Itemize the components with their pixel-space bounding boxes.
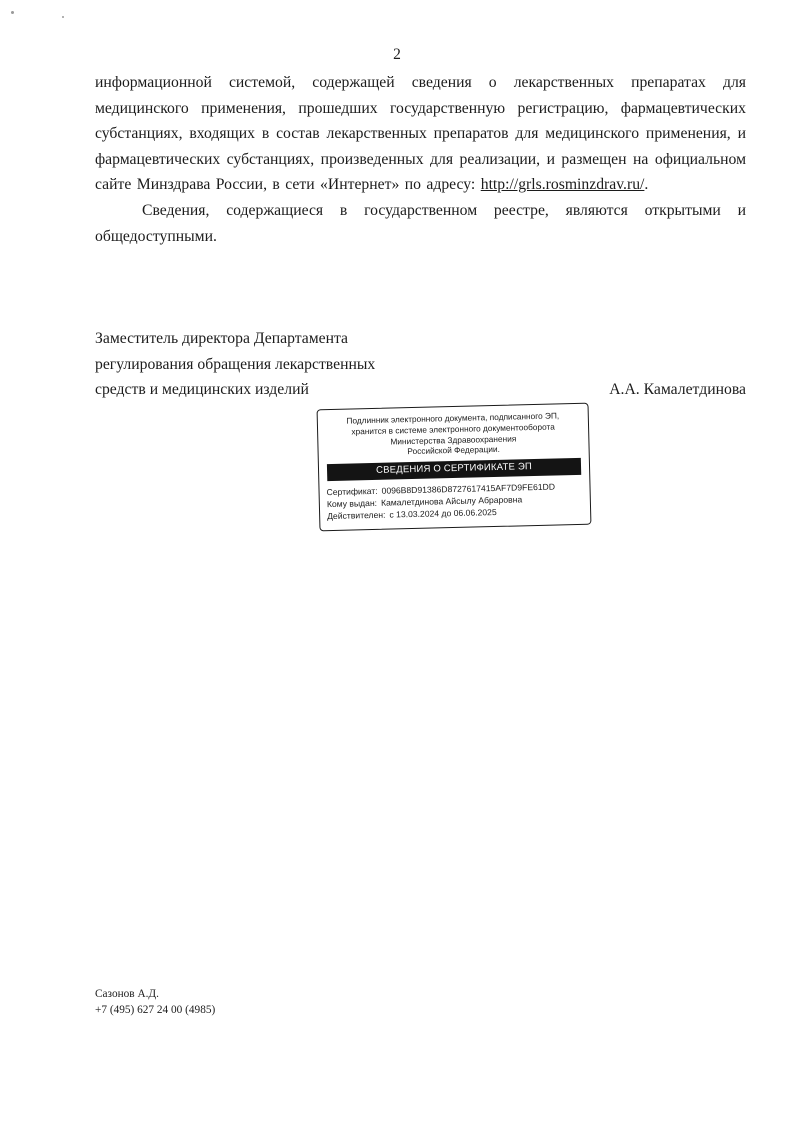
signature-name: А.А. Камалетдинова	[609, 381, 746, 399]
esignature-stamp	[317, 403, 592, 532]
issued-label: Кому выдан:	[326, 497, 378, 510]
executor-name: Сазонов А.Д.	[95, 988, 159, 1000]
body-paragraph-1	[95, 70, 746, 198]
valid-label: Действителен:	[327, 510, 386, 522]
stamp-header-line: хранится в системе электронного документооборота	[351, 421, 555, 437]
page-number: 2	[393, 46, 401, 63]
stamp-header	[325, 410, 582, 459]
certificate-value: 0096B8D91386D8727617415AF7D9FE61DD	[381, 481, 556, 496]
stamp-header-line: Подлинник электронного документа, подписанного ЭП,	[346, 410, 560, 426]
scan-artifact	[62, 16, 64, 18]
scan-artifact	[11, 11, 14, 14]
document-body	[95, 70, 746, 249]
valid-value: с 13.03.2024 до 06.06.2025	[389, 507, 497, 521]
stamp-title-bar: СВЕДЕНИЯ О СЕРТИФИКАТЕ ЭП	[327, 458, 581, 481]
certificate-label: Сертификат:	[326, 485, 378, 497]
stamp-header-line: Российской Федерации.	[407, 444, 500, 457]
signature-position-line: средств и медицинских изделий	[95, 381, 309, 399]
signature-block	[95, 326, 746, 403]
body-paragraph-2: Сведения, содержащиеся в государственном реестре, являются открытыми и общедоступными.	[95, 201, 746, 245]
signature-position	[95, 326, 375, 403]
issued-value: Камалетдинова Айсылу Абраровна	[380, 494, 523, 508]
paragraph-text: информационной системой, содержащей сведения о лекарственных препаратах для медицинского применения, прошедших государственную регистрацию, фармацевтических субстанциях, входящих в состав лекарственных препаратов для медицинского применения, и фармацевтических субстанциях, произведенных для реализации, и размещен на официальном сайте Минздрава России, в сети «Интернет» по адресу:	[95, 74, 746, 194]
signature-position-line: регулирования обращения лекарственных	[95, 355, 376, 373]
paragraph-text: .	[644, 176, 649, 194]
grls-link[interactable]: http://grls.rosminzdrav.ru/	[480, 176, 645, 194]
footer-contact	[95, 986, 215, 1019]
signature-position-line: Заместитель директора Департамента	[95, 330, 349, 347]
stamp-header-line: Министерства Здравоохранения	[390, 433, 517, 447]
executor-phone: +7 (495) 627 24 00 (4985)	[95, 1004, 216, 1017]
